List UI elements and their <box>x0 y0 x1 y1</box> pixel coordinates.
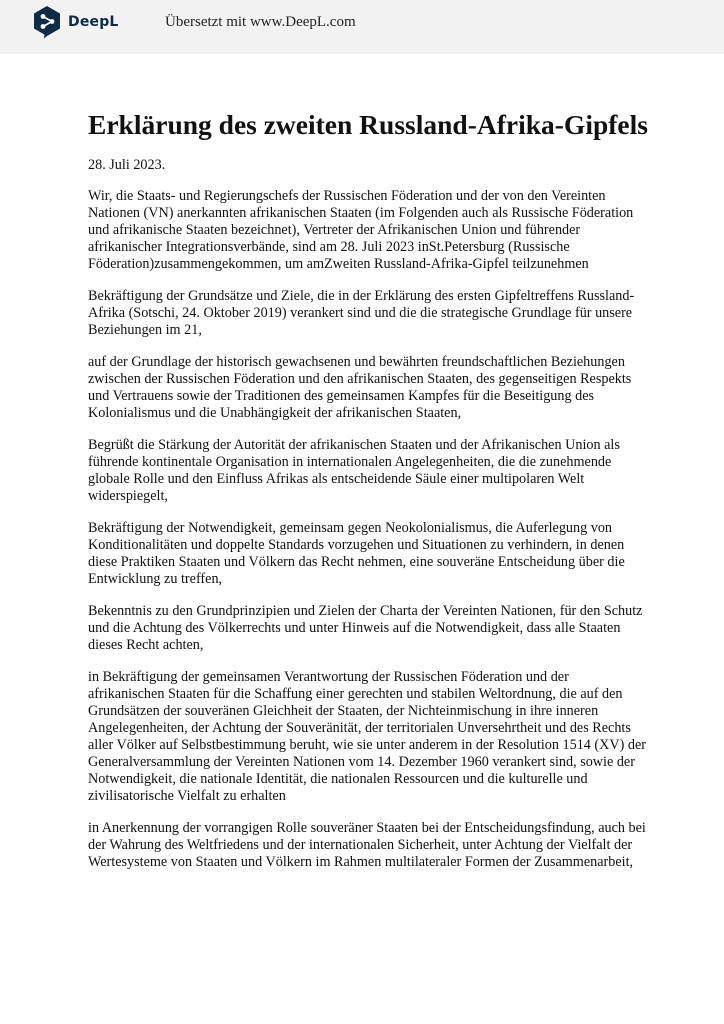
deepl-logo-text: DeepL <box>68 14 119 30</box>
document-body <box>88 108 648 886</box>
paragraph: Bekräftigung der Notwendigkeit, gemeinsam gegen Neokolonialismus, die Auferlegung von Konditionalitäten und doppelte Standards vorzugehen und Situationen zu verhindern, in denen diese Praktiken Staaten und Völkern das Recht nehmen, eine souveräne Entscheidung über die Entwicklung zu treffen, <box>88 520 625 587</box>
translation-header <box>0 0 724 54</box>
paragraph: Wir, die Staats- und Regierungschefs der Russischen Föderation und der von den Vereinten Nationen (VN) anerkannten afrikanischen Staaten (im Folgenden auch als Russische Föderation und afrikanische Staaten bezeichnet), Vertreter der Afrikanischen Union und führender afrikanischer Integrationsverbände, sind am 28. Juli 2023 inSt.Petersburg (Russische Föderation)zusammengekommen, um amZweiten Russland-Afrika-Gipfel teilzunehmen <box>88 188 634 272</box>
deepl-logo[interactable] <box>32 5 119 39</box>
paragraph: auf der Grundlage der historisch gewachsenen und bewährten freundschaftlichen Beziehungen zwischen der Russischen Föderation und den afrikanischen Staaten, des gegenseitigen Respekts und Vertrauens sowie der Traditionen des gemeinsamen Kampfes für die Beseitigung des Kolonialismus und die Unabhängigkeit der afrikanischen Staaten, <box>88 354 632 421</box>
paragraph: Begrüßt die Stärkung der Autorität der afrikanischen Staaten und der Afrikanischen Union als führende kontinentale Organisation in internationalen Angelegenheiten, die die zunehmende globale Rolle und den Einfluss Afrikas als entscheidende Säule einer multipolaren Welt widerspiegelt, <box>88 437 620 504</box>
deepl-logo-icon <box>32 5 62 39</box>
paragraph: Bekräftigung der Grundsätze und Ziele, die in der Erklärung des ersten Gipfeltreffens Russland-Afrika (Sotschi, 24. Oktober 2019) verankert sind und die die strategische Grundlage für unsere Beziehungen im 21, <box>88 288 635 338</box>
document-title: Erklärung des zweiten Russland-Afrika-Gipfels <box>88 109 648 140</box>
document-date: 28. Juli 2023. <box>88 157 166 173</box>
translated-by-link[interactable]: Übersetzt mit www.DeepL.com <box>165 14 356 30</box>
paragraph: in Bekräftigung der gemeinsamen Verantwortung der Russischen Föderation und der afrikanischen Staaten für die Schaffung einer gerechten und stabilen Weltordnung, die auf den Grundsätzen der souveränen Gleichheit der Staaten, der Nichteinmischung in ihre inneren Angelegenheiten, der Achtung der Souveränität, der territorialen Unversehrtheit und des Rechts aller Völker auf Selbstbestimmung beruht, wie sie unter anderem in der Resolution 1514 (XV) der Generalversammlung der Vereinten Nationen vom 14. Dezember 1960 verankert sind, sowie der Notwendigkeit, die nationale Identität, die nationalen Ressourcen und die kulturelle und zivilisatorische Vielfalt zu erhalten <box>88 669 647 804</box>
paragraph: in Anerkennung der vorrangigen Rolle souveräner Staaten bei der Entscheidungsfindung, auch bei der Wahrung des Weltfriedens und der internationalen Sicherheit, unter Achtung der Vielfalt der Wertesysteme von Staaten und Völkern im Rahmen multilateraler Formen der Zusammenarbeit, <box>88 820 646 870</box>
paragraph: Bekenntnis zu den Grundprinzipien und Zielen der Charta der Vereinten Nationen, für den Schutz und die Achtung des Völkerrechts und unter Hinweis auf die Notwendigkeit, dass alle Staaten dieses Recht achten, <box>88 603 643 653</box>
